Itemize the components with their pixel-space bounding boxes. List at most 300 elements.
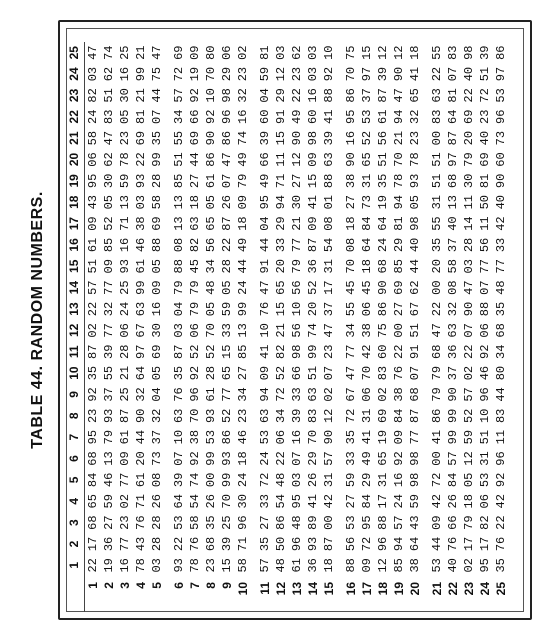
table-cell: 71 <box>134 494 148 509</box>
table-cell: 17 <box>86 536 100 552</box>
table-cell: 15 <box>220 558 234 573</box>
table-cell: 76 <box>258 301 272 317</box>
table-cell: 65 <box>220 365 234 381</box>
table-cell: 83 <box>494 408 508 424</box>
table-cell: 40 <box>494 195 508 210</box>
table-cell: 59 <box>102 494 116 509</box>
table-cell: 22 <box>86 558 100 573</box>
table-cell: 68 <box>446 173 460 189</box>
table-row <box>289 42 305 612</box>
table-cell: 99 <box>236 301 250 317</box>
table-cell: 21 <box>134 88 148 103</box>
table-cell: 18 <box>462 494 476 509</box>
table-cell: 56 <box>290 280 304 295</box>
table-cell: 61 <box>204 173 218 189</box>
table-cell: 07 <box>408 365 422 381</box>
table-cell: 57 <box>322 451 336 466</box>
table-cell: 61 <box>86 237 100 253</box>
table-row <box>407 42 423 612</box>
table-cell: 96 <box>188 387 202 402</box>
table-cell: 45 <box>188 259 202 274</box>
table-cell: 10 <box>322 45 336 60</box>
table-cell: 56 <box>290 323 304 338</box>
table-cell: 27 <box>102 515 116 530</box>
table-cell: 59 <box>220 301 234 317</box>
table-cell: 17 <box>322 280 336 295</box>
table-cell: 37 <box>446 237 460 253</box>
table-cell: 21 <box>118 365 132 381</box>
table-cell: 20 <box>462 130 476 146</box>
column-header: 13 <box>64 298 85 319</box>
table-cell: 28 <box>220 259 234 274</box>
table-cell: 65 <box>376 451 390 466</box>
column-header: 11 <box>64 341 85 362</box>
table-cell: 69 <box>462 109 476 124</box>
table-cell: 78 <box>392 173 406 189</box>
table-cell: 18 <box>360 259 374 274</box>
table-cell: 76 <box>134 515 148 530</box>
table-cell: 26 <box>220 195 234 210</box>
table-cell: 52 <box>102 216 116 231</box>
table-row <box>343 42 359 612</box>
table-cell: 59 <box>344 472 358 488</box>
table-cell: 92 <box>494 472 508 488</box>
table-cell: 12 <box>322 408 336 424</box>
table-cell: 77 <box>494 259 508 274</box>
table-cell: 35 <box>494 301 508 317</box>
table-cell: 03 <box>172 323 186 338</box>
table-cell: 11 <box>478 216 492 231</box>
table-cell: 20 <box>274 259 288 274</box>
table-cell: 37 <box>446 365 460 381</box>
table-cell: 88 <box>376 515 390 530</box>
table-cell: 63 <box>306 387 320 402</box>
table-cell: 23 <box>236 408 250 424</box>
table-cell: 74 <box>236 130 250 146</box>
table-cell: 41 <box>306 494 320 509</box>
table-cell: 28 <box>150 536 164 552</box>
table-cell: 83 <box>376 365 390 381</box>
table-cell: 16 <box>290 429 304 445</box>
table-cell: 39 <box>290 408 304 424</box>
table-cell: 55 <box>430 45 444 60</box>
table-cell: 35 <box>376 173 390 189</box>
table-cell: 96 <box>220 109 234 124</box>
table-cell: 13 <box>172 216 186 231</box>
table-cell: 28 <box>462 237 476 253</box>
table-cell: 55 <box>344 301 358 317</box>
table-row <box>359 42 375 612</box>
table-cell: 72 <box>344 408 358 424</box>
table-cell: 77 <box>102 323 116 338</box>
table-cell: 16 <box>344 130 358 146</box>
table-cell: 70 <box>344 66 358 82</box>
table-cell: 86 <box>204 152 218 167</box>
table-cell: 80 <box>494 365 508 381</box>
table-cell: 81 <box>392 216 406 231</box>
table-cell: 89 <box>306 515 320 530</box>
table-cell: 56 <box>204 237 218 253</box>
column-header: 3 <box>64 512 85 533</box>
table-row <box>117 42 133 612</box>
table-cell: 86 <box>274 515 288 530</box>
table-body <box>85 42 510 612</box>
table-cell: 31 <box>322 259 336 274</box>
table-cell: 58 <box>446 259 460 274</box>
table-cell: 69 <box>478 152 492 167</box>
table-row <box>375 42 391 612</box>
table-cell: 10 <box>290 301 304 317</box>
table-row <box>321 42 337 612</box>
table-cell: 86 <box>220 130 234 146</box>
table-row <box>445 42 461 612</box>
table-cell: 77 <box>408 429 422 445</box>
table-cell: 23 <box>236 66 250 82</box>
table-cell: 09 <box>236 195 250 210</box>
table-cell: 24 <box>392 494 406 509</box>
table-cell: 56 <box>478 237 492 253</box>
table-cell: 54 <box>274 494 288 509</box>
table-cell: 68 <box>430 344 444 359</box>
table-cell: 51 <box>430 173 444 189</box>
table-cell: 98 <box>408 216 422 231</box>
table-cell: 77 <box>102 280 116 295</box>
table-cell: 88 <box>322 173 336 189</box>
table-cell: 09 <box>360 558 374 573</box>
table-cell: 91 <box>258 259 272 274</box>
table-cell: 97 <box>446 152 460 167</box>
table-cell: 85 <box>236 344 250 359</box>
row-header: 6 <box>172 582 186 589</box>
table-cell: 30 <box>462 173 476 189</box>
row-header: 2 <box>102 582 116 589</box>
table-cell: 58 <box>236 558 250 573</box>
table-cell: 87 <box>408 408 422 424</box>
table-cell: 87 <box>306 237 320 253</box>
table-cell: 90 <box>446 387 460 402</box>
table-cell: 81 <box>478 173 492 189</box>
table-cell: 75 <box>150 66 164 82</box>
column-header: 14 <box>64 277 85 298</box>
table-cell: 73 <box>150 451 164 466</box>
table-cell: 44 <box>150 88 164 103</box>
row-header: 8 <box>204 582 218 589</box>
table-cell: 32 <box>102 301 116 317</box>
table-cell: 01 <box>322 195 336 210</box>
table-cell: 28 <box>150 173 164 189</box>
table-cell: 63 <box>322 152 336 167</box>
table-cell: 53 <box>360 109 374 124</box>
table-cell: 09 <box>118 451 132 466</box>
table-cell: 32 <box>446 301 460 317</box>
table-cell: 64 <box>446 109 460 124</box>
table-cell: 25 <box>118 387 132 402</box>
table-cell: 19 <box>102 558 116 573</box>
table-cell: 52 <box>188 344 202 359</box>
table-cell: 22 <box>494 515 508 530</box>
table-cell: 49 <box>236 152 250 167</box>
table-cell: 76 <box>392 365 406 381</box>
table-cell: 64 <box>172 494 186 509</box>
table-cell: 05 <box>102 195 116 210</box>
table-cell: 41 <box>322 109 336 124</box>
table-cell: 47 <box>102 130 116 146</box>
table-cell: 95 <box>344 109 358 124</box>
table-cell: 53 <box>494 88 508 103</box>
table-cell: 48 <box>290 515 304 530</box>
table-cell: 63 <box>188 216 202 231</box>
table-cell: 66 <box>258 152 272 167</box>
table-cell: 50 <box>274 536 288 552</box>
table-cell: 07 <box>150 109 164 124</box>
table-cell: 77 <box>118 536 132 552</box>
table-cell: 10 <box>478 408 492 424</box>
table-cell: 07 <box>322 365 336 381</box>
table-cell: 71 <box>118 216 132 231</box>
table-cell: 39 <box>258 130 272 146</box>
table-cell: 84 <box>360 216 374 231</box>
table-cell: 98 <box>290 344 304 359</box>
table-cell: 11 <box>494 429 508 445</box>
table-cell: 69 <box>188 130 202 146</box>
row-header: 5 <box>150 582 164 589</box>
table-cell: 63 <box>258 408 272 424</box>
table-cell: 75 <box>376 323 390 338</box>
table-cell: 72 <box>274 387 288 402</box>
table-cell: 09 <box>86 216 100 231</box>
column-header: 24 <box>64 63 85 84</box>
table-cell: 08 <box>322 216 336 231</box>
table-cell: 56 <box>376 130 390 146</box>
table-cell: 41 <box>430 429 444 445</box>
table-cell: 39 <box>322 130 336 146</box>
table-cell: 12 <box>376 558 390 573</box>
table-cell: 27 <box>258 515 272 530</box>
table-cell: 22 <box>430 301 444 317</box>
table-cell: 62 <box>290 45 304 60</box>
table-cell: 78 <box>118 152 132 167</box>
table-cell: 71 <box>236 536 250 552</box>
table-cell: 02 <box>236 45 250 60</box>
table-cell: 73 <box>360 195 374 210</box>
table-cell: 64 <box>408 536 422 552</box>
table-cell: 15 <box>306 173 320 189</box>
table-cell: 33 <box>344 451 358 466</box>
row-header: 3 <box>118 582 132 589</box>
table-cell: 52 <box>204 344 218 359</box>
table-cell: 18 <box>322 558 336 573</box>
table-cell: 00 <box>322 515 336 530</box>
table-cell: 90 <box>344 152 358 167</box>
table-cell: 63 <box>430 88 444 103</box>
table-cell: 49 <box>236 237 250 253</box>
table-cell: 44 <box>494 387 508 402</box>
table-cell: 83 <box>102 109 116 124</box>
column-header: 5 <box>64 469 85 490</box>
table-cell: 74 <box>102 45 116 60</box>
table-cell: 23 <box>118 515 132 530</box>
table-cell: 95 <box>360 515 374 530</box>
table-cell: 78 <box>134 558 148 573</box>
table-cell: 26 <box>150 494 164 509</box>
table-cell: 02 <box>462 558 476 573</box>
table-cell: 78 <box>188 558 202 573</box>
table-cell: 41 <box>408 66 422 82</box>
table-cell: 82 <box>188 237 202 253</box>
table-cell: 70 <box>220 494 234 509</box>
table-cell: 65 <box>408 88 422 103</box>
table-cell: 09 <box>306 216 320 231</box>
table-cell: 86 <box>220 429 234 445</box>
table-cell: 23 <box>478 109 492 124</box>
table-cell: 84 <box>446 472 460 488</box>
table-cell: 99 <box>220 472 234 488</box>
table-row <box>391 42 407 612</box>
table-cell: 96 <box>376 536 390 552</box>
table-cell: 09 <box>188 45 202 60</box>
table-cell: 38 <box>134 216 148 231</box>
table-cell: 26 <box>306 472 320 488</box>
column-header: 18 <box>64 192 85 213</box>
table-cell: 06 <box>118 323 132 338</box>
table-cell: 93 <box>102 408 116 424</box>
corner-cell <box>64 576 85 612</box>
table-cell: 65 <box>274 280 288 295</box>
table-cell: 88 <box>150 237 164 253</box>
table-cell: 82 <box>274 344 288 359</box>
table-cell: 16 <box>118 558 132 573</box>
column-header: 6 <box>64 448 85 469</box>
table-cell: 11 <box>274 152 288 167</box>
table-cell: 22 <box>220 237 234 253</box>
table-cell: 99 <box>446 429 460 445</box>
table-cell: 94 <box>392 536 406 552</box>
table-cell: 30 <box>118 88 132 103</box>
table-cell: 69 <box>134 130 148 146</box>
table-cell: 83 <box>430 109 444 124</box>
table-cell: 21 <box>392 130 406 146</box>
row-header: 17 <box>360 582 374 596</box>
table-cell: 10 <box>258 323 272 338</box>
table-cell: 27 <box>290 173 304 189</box>
table-cell: 61 <box>204 387 218 402</box>
table-cell: 02 <box>322 387 336 402</box>
table-cell: 29 <box>360 472 374 488</box>
table-cell: 82 <box>86 88 100 103</box>
table-cell: 25 <box>118 45 132 60</box>
table-cell: 19 <box>376 429 390 445</box>
table-cell: 07 <box>172 451 186 466</box>
table-cell: 34 <box>344 323 358 338</box>
table-cell: 86 <box>376 301 390 317</box>
row-header: 22 <box>446 582 460 596</box>
table-cell: 77 <box>220 387 234 402</box>
table-cell: 86 <box>494 45 508 60</box>
table-cell: 27 <box>236 365 250 381</box>
table-cell: 04 <box>258 88 272 103</box>
table-cell: 06 <box>274 429 288 445</box>
table-cell: 42 <box>322 494 336 509</box>
table-cell: 66 <box>188 109 202 124</box>
table-cell: 34 <box>494 344 508 359</box>
table-cell: 97 <box>360 66 374 82</box>
table-cell: 15 <box>274 130 288 146</box>
table-cell: 29 <box>274 88 288 103</box>
table-cell: 53 <box>430 558 444 573</box>
table-cell: 22 <box>290 88 304 103</box>
table-cell: 95 <box>478 558 492 573</box>
table-cell: 70 <box>306 429 320 445</box>
table-cell: 19 <box>376 195 390 210</box>
table-cell: 53 <box>344 515 358 530</box>
table-row <box>203 42 219 612</box>
table-cell: 29 <box>220 66 234 82</box>
table-cell: 21 <box>134 45 148 60</box>
table-cell: 53 <box>258 429 272 445</box>
table-cell: 61 <box>290 558 304 573</box>
table-cell: 24 <box>258 451 272 466</box>
table-cell: 07 <box>290 451 304 466</box>
table-cell: 50 <box>478 195 492 210</box>
table-cell: 27 <box>344 195 358 210</box>
table-cell: 39 <box>478 45 492 60</box>
table-cell: 90 <box>290 130 304 146</box>
table-cell: 92 <box>204 109 218 124</box>
table-cell: 43 <box>408 515 422 530</box>
table-cell: 83 <box>446 45 460 60</box>
table-cell: 18 <box>344 216 358 231</box>
table-cell: 41 <box>360 429 374 445</box>
table-cell: 93 <box>118 259 132 274</box>
table-cell: 99 <box>134 66 148 82</box>
table-cell: 12 <box>274 66 288 82</box>
table-row <box>219 42 235 612</box>
table-cell: 40 <box>446 216 460 231</box>
table-cell: 57 <box>86 280 100 295</box>
table-cell: 95 <box>258 195 272 210</box>
table-cell: 47 <box>220 152 234 167</box>
table-cell: 49 <box>290 109 304 124</box>
table-cell: 17 <box>478 536 492 552</box>
table-cell: 08 <box>446 280 460 295</box>
table-cell: 47 <box>344 365 358 381</box>
table-cell: 22 <box>134 152 148 167</box>
table-row <box>461 42 477 612</box>
table-cell: 23 <box>204 558 218 573</box>
table-cell: 18 <box>188 195 202 210</box>
table-cell: 72 <box>360 536 374 552</box>
table-cell: 99 <box>204 451 218 466</box>
table-cell: 00 <box>430 130 444 146</box>
table-cell: 67 <box>134 323 148 338</box>
table-cell: 27 <box>344 494 358 509</box>
table-cell: 90 <box>322 429 336 445</box>
table-cell: 94 <box>392 109 406 124</box>
table-cell: 53 <box>478 472 492 488</box>
table-cell: 93 <box>408 173 422 189</box>
table-cell: 28 <box>204 365 218 381</box>
table-cell: 60 <box>306 109 320 124</box>
table-cell: 18 <box>408 45 422 60</box>
table-cell: 48 <box>274 558 288 573</box>
table-cell: 46 <box>134 237 148 253</box>
column-header: 12 <box>64 320 85 341</box>
table-cell: 87 <box>172 344 186 359</box>
table-cell: 38 <box>360 323 374 338</box>
table-cell: 02 <box>376 387 390 402</box>
table-cell: 45 <box>344 280 358 295</box>
table-cell: 10 <box>204 88 218 103</box>
